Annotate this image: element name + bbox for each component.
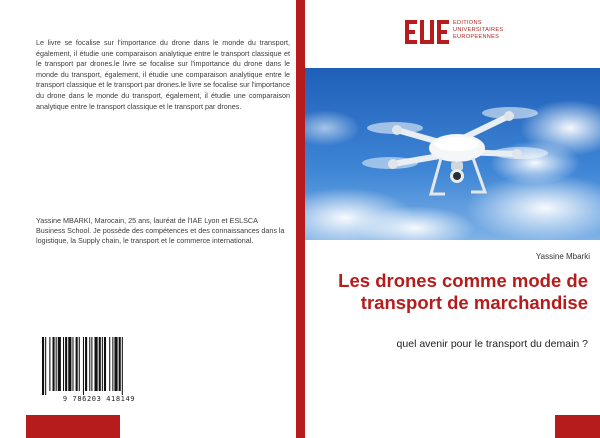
barcode-bar [42,337,44,395]
barcode-bar [63,337,64,391]
barcode-bar [91,337,92,391]
barcode-bar [65,337,67,391]
barcode-bar [104,337,106,391]
book-spine [296,0,305,438]
barcode-bar [95,337,98,391]
author-biography: Yassine MBARKI, Marocain, 25 ans, lauréat de l'IAE Lyon et ESLSCA Business School. Je possède des compétences et des connaissances dans la logistique, la Supply chain, le transport et le commerce international. [36,216,285,246]
barcode-bar [83,337,84,395]
barcode-bar [68,337,71,391]
drone-cover-photo [305,68,600,240]
publisher-line-2: UNIVERSITAIRES [453,27,504,33]
barcode-bar [76,337,78,391]
publisher-line-3: EUROPEENNES [453,34,500,40]
barcode-bar [109,337,110,391]
barcode-bar [119,337,121,391]
barcode-bar [89,337,90,391]
barcode-bar [114,337,117,391]
barcode-bar [72,337,73,391]
book-subtitle: quel avenir pour le transport du demain ? [396,338,588,350]
back-bottom-accent-bar [26,415,120,438]
isbn-barcode [38,337,160,405]
barcode-bar [53,337,55,391]
barcode-bar [102,337,103,391]
publisher-line-1: EDITIONS [453,20,482,26]
eue-logo-icon [405,18,449,46]
front-cover [305,0,600,438]
back-cover-blurb: Le livre se focalise sur l'importance du drone dans le monde du transport, également, il étudie une comparaison analytique entre le transport classique et le transport par drones.le livre se focalise sur l'importance du drone dans le monde du transport, également, il étudie une comparaison analytique entre le transport classique et le transport par drones.le livre se focalise sur l'importance du drone dans le monde du transport, également, il étudie une comparaison analytique entre le transport classique et le transport par drones. [36,38,290,111]
cover-author-name: Yassine Mbarki [535,252,590,261]
barcode-bar [58,337,61,391]
barcode-bars [38,337,160,395]
front-bottom-accent-bar [555,415,600,438]
barcode-bar [45,337,46,395]
barcode-bar [79,337,80,391]
barcode-digits: 9 786203 418149 [62,395,136,403]
drone-illustration [305,68,600,240]
barcode-bar [122,337,123,395]
barcode-bar [112,337,113,391]
publisher-name [453,20,503,41]
barcode-bar [49,337,50,391]
back-cover [26,0,296,438]
book-title: Les drones comme mode de transport de marchandise [338,270,588,313]
barcode-bar [99,337,101,391]
barcode-bar [56,337,57,391]
barcode-bar [85,337,87,391]
publisher-logo [405,18,515,48]
